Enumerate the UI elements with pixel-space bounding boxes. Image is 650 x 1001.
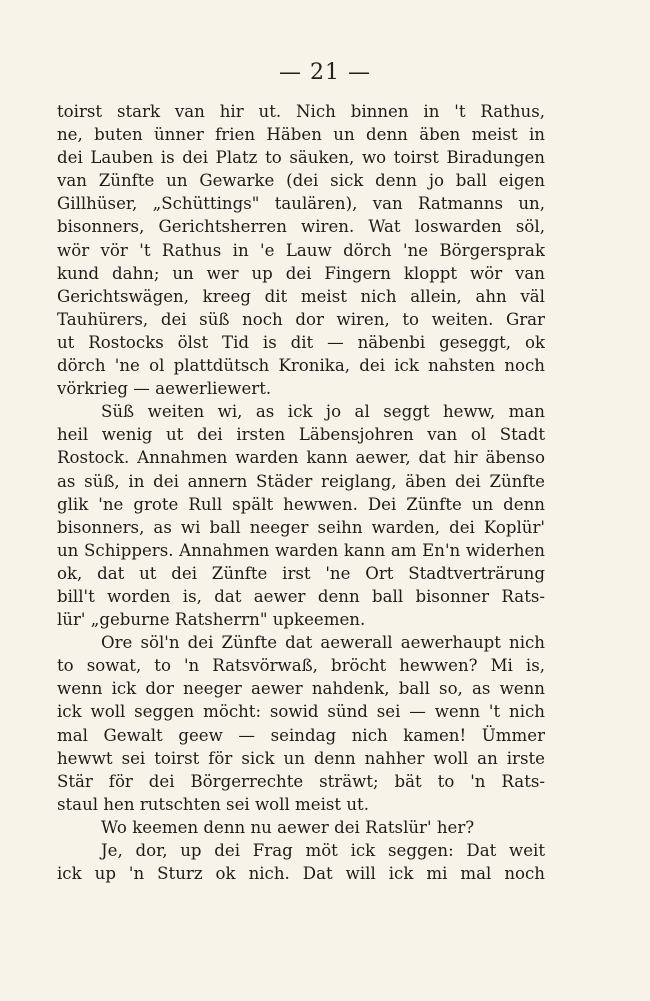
text-line: wenn ick dor neeger aewer nahdenk, ball so, as wenn	[57, 679, 545, 699]
text-line: bisonners, as wi ball neeger seihn warden, dei Koplür'	[57, 517, 545, 537]
text-line: staul hen rutschten sei woll meist ut.	[57, 794, 369, 814]
text-line: Gerichtswägen, kreeg dit meist nich allein, ahn väl	[57, 286, 545, 306]
page-number: — 21 —	[279, 60, 371, 85]
text-line: toirst stark van hir ut. Nich binnen in 't Rathus,	[57, 102, 545, 121]
text-line: un Schippers. Annahmen warden kann am En'n widerhen	[57, 540, 545, 560]
text-line: Wo keemen denn nu aewer dei Ratslür' her?	[101, 817, 475, 837]
text-line: ick woll seggen möcht: sowid sünd sei — wenn 't nich	[57, 702, 545, 722]
text-line: glik 'ne grote Rull spält hewwen. Dei Zünfte un denn	[57, 494, 545, 514]
text-line: Tauhürers, dei süß noch dor wiren, to weiten. Grar	[57, 309, 545, 329]
text-line: dörch 'ne ol plattdütsch Kronika, dei ick nahsten noch	[57, 356, 545, 376]
text-line: heil wenig ut dei irsten Läbensjohren van ol Stadt	[57, 425, 545, 445]
text-line: Je, dor, up dei Frag möt ick seggen: Dat weit	[101, 841, 545, 860]
text-line: wör vör 't Rathus in 'e Lauw dörch 'ne Börgersprak	[57, 240, 545, 260]
text-line: to sowat, to 'n Ratsvörwaß, bröcht hewwen? Mi is,	[57, 656, 545, 676]
text-line: mal Gewalt geew — seindag nich kamen! Ümmer	[57, 725, 545, 745]
text-line: kund dahn; un wer up dei Fingern kloppt wör van	[57, 263, 545, 283]
text-line: hewwt sei toirst för sick un denn nahher woll an irste	[57, 748, 545, 768]
text-line: dei Lauben is dei Platz to säuken, wo toirst Biradungen	[57, 148, 545, 168]
text-line: bill't worden is, dat aewer denn ball bisonner Rats-	[57, 586, 545, 606]
text-line: Süß weiten wi, as ick jo al seggt heww, man	[101, 402, 545, 422]
text-line: ick up 'n Sturz ok nich. Dat will ick mi mal noch	[57, 864, 545, 884]
text-line: ut Rostocks ölst Tid is dit — näbenbi geseggt, ok	[57, 332, 545, 352]
text-line: bisonners, Gerichtsherren wiren. Wat loswarden söl,	[57, 217, 545, 237]
body-text	[57, 100, 545, 885]
text-line: lür' „geburne Ratsherrn" upkeemen.	[57, 610, 366, 630]
text-line: Gillhüser, „Schüttings" taulären), van Ratmanns un,	[57, 194, 545, 214]
text-line: Rostock. Annahmen warden kann aewer, dat hir äbenso	[57, 448, 545, 468]
text-line: ne, buten ünner frien Häben un denn äben meist in	[57, 125, 545, 145]
text-line: van Zünfte un Gewarke (dei sick denn jo ball eigen	[57, 171, 545, 191]
text-line: ok, dat ut dei Zünfte irst 'ne Ort Stadtverträrung	[57, 563, 545, 583]
text-line: as süß, in dei annern Städer reiglang, äben dei Zünfte	[57, 471, 545, 491]
text-line: vörkrieg — aewerliewert.	[57, 379, 272, 399]
text-line: Ore söl'n dei Zünfte dat aewerall aewerhaupt nich	[101, 633, 545, 653]
text-line: Stär för dei Börgerrechte sträwt; bät to 'n Rats-	[57, 771, 545, 791]
